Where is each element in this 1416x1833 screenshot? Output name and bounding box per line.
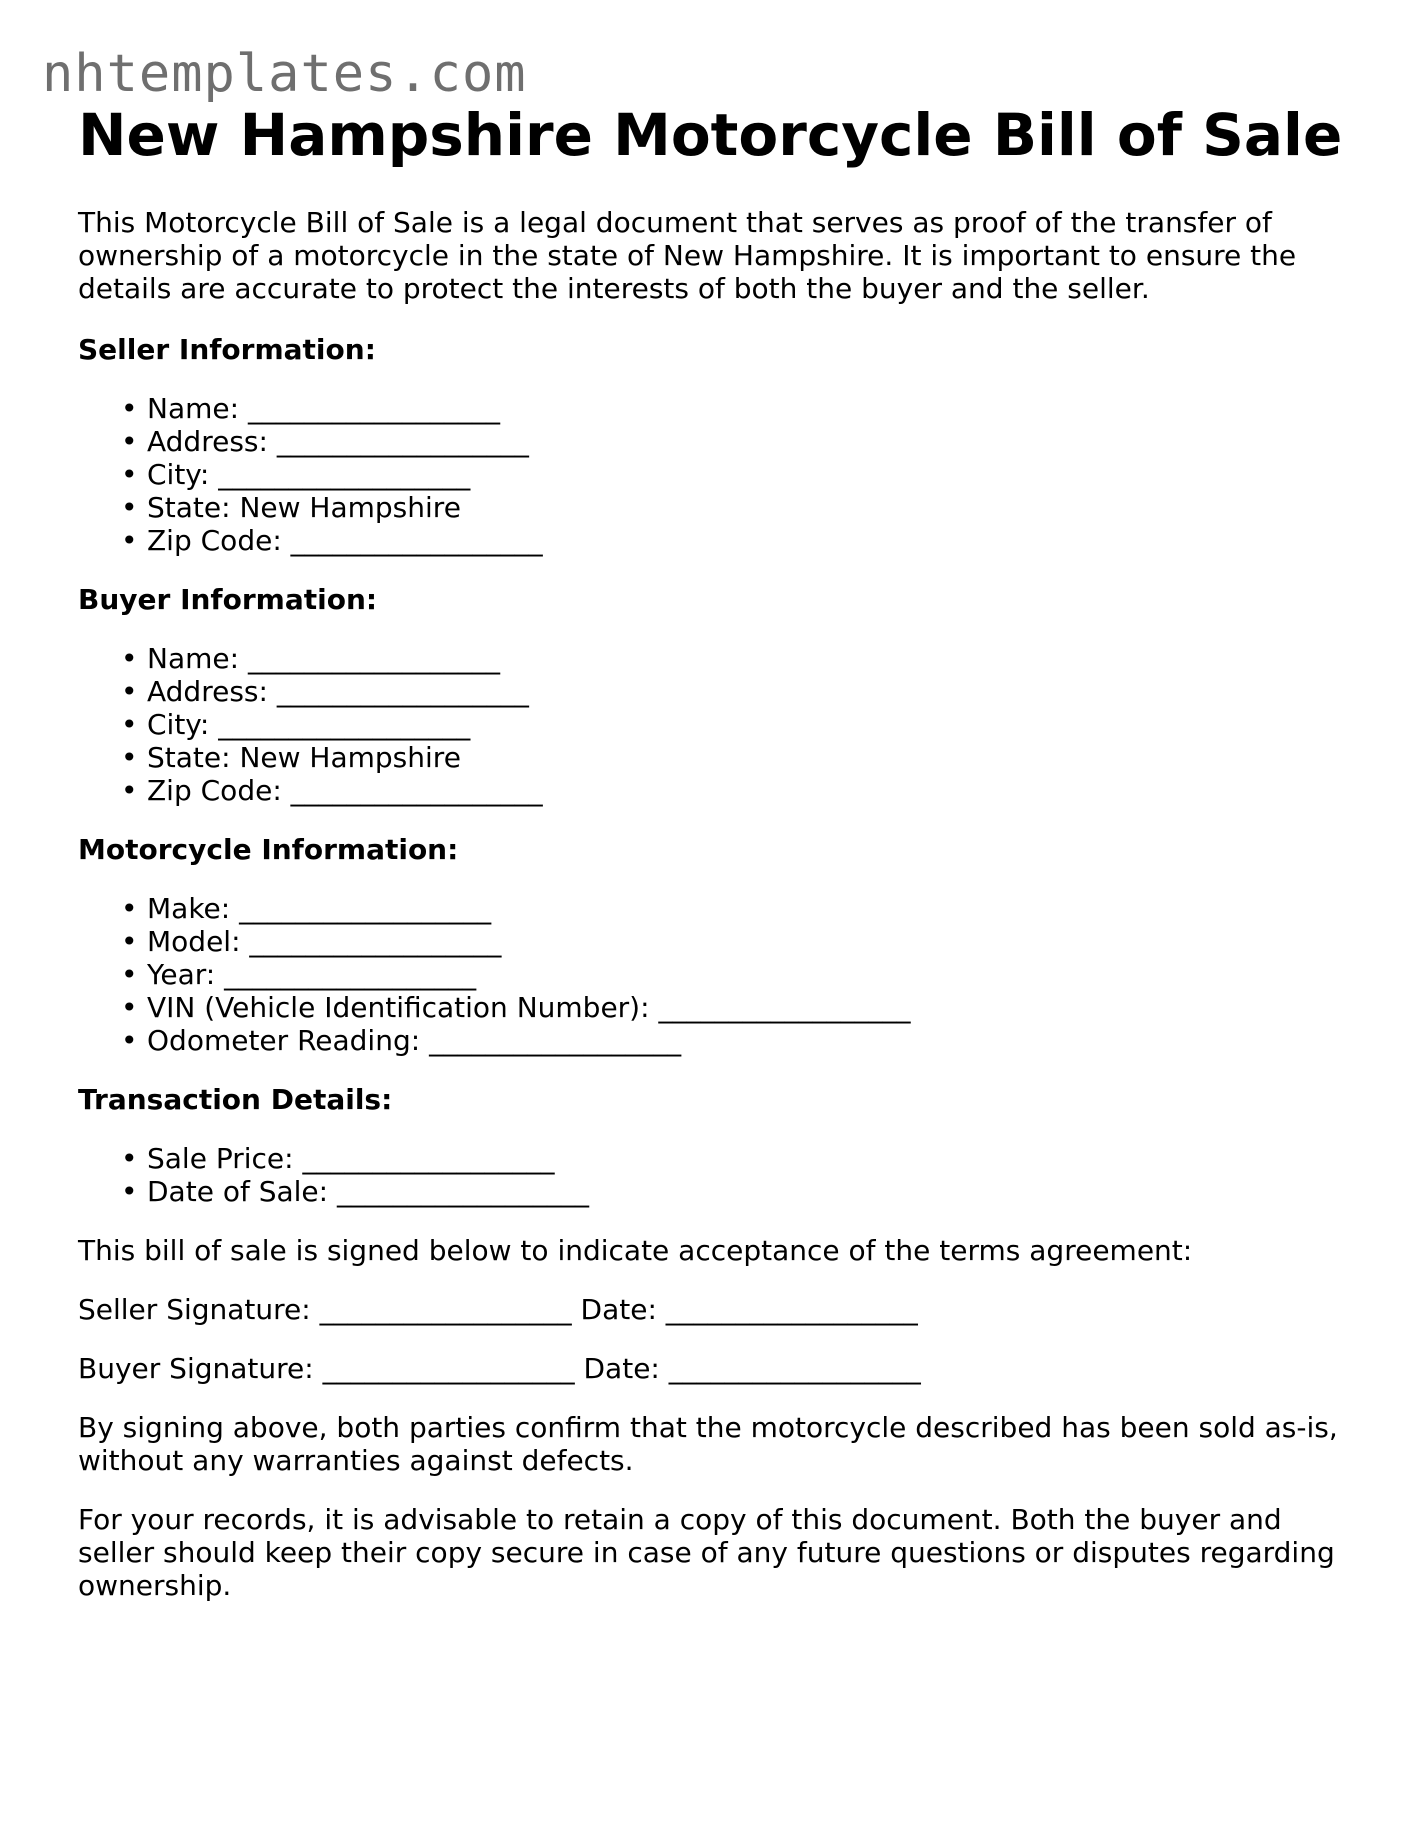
motorcycle-year-item: • Year: __________________ — [121, 958, 477, 991]
blank-line[interactable]: __________________ — [658, 991, 911, 1024]
blank-line[interactable]: __________________ — [218, 458, 471, 491]
as-is-paragraph: By signing above, both parties confirm that the motorcycle described has been sold as-is, without any warranties against defects. — [78, 1411, 1338, 1477]
seller-list — [78, 392, 1338, 557]
field-label: Date of Sale: — [147, 1175, 329, 1208]
seller-signature-line — [78, 1293, 1338, 1326]
field-label: Zip Code: — [147, 524, 282, 557]
sale-date-item: • Date of Sale: __________________ — [121, 1175, 589, 1208]
buyer-zip-item: • Zip Code: __________________ — [121, 774, 543, 807]
document-page — [78, 96, 1343, 1602]
field-label: Address: — [147, 425, 268, 458]
buyer-signature-line — [78, 1352, 1338, 1385]
buyer-list — [78, 642, 1338, 807]
transaction-list — [78, 1142, 1338, 1208]
buyer-address-item: • Address: __________________ — [121, 675, 529, 708]
motorcycle-vin-item: • VIN (Vehicle Identification Number): __________________ — [121, 991, 911, 1024]
field-label: VIN (Vehicle Identification Number): — [147, 991, 650, 1024]
blank-line[interactable]: __________________ — [218, 708, 471, 741]
blank-line[interactable]: __________________ — [224, 958, 477, 991]
acceptance-text: This bill of sale is signed below to indicate acceptance of the terms agreement: — [78, 1234, 1193, 1267]
blank-line[interactable]: __________________ — [322, 1352, 575, 1385]
field-label: Date: — [580, 1293, 657, 1326]
seller-name-item: • Name: __________________ — [121, 392, 500, 425]
buyer-name-item: • Name: __________________ — [121, 642, 500, 675]
seller-city-item: • City: __________________ — [121, 458, 471, 491]
field-label: Seller Signature: — [78, 1293, 311, 1326]
blank-line[interactable]: __________________ — [337, 1175, 589, 1208]
field-text: State: New Hampshire — [147, 491, 461, 524]
motorcycle-list — [78, 892, 1338, 1057]
motorcycle-odometer-item: • Odometer Reading: __________________ — [121, 1024, 682, 1057]
field-label: Name: — [147, 392, 240, 425]
blank-line[interactable]: __________________ — [665, 1293, 918, 1326]
motorcycle-make-item: • Make: __________________ — [121, 892, 492, 925]
field-label: Year: — [147, 958, 216, 991]
field-text: State: New Hampshire — [147, 741, 461, 774]
buyer-state-item: • State: New Hampshire — [121, 741, 461, 774]
motorcycle-model-item: • Model: __________________ — [121, 925, 502, 958]
field-label: Make: — [147, 892, 231, 925]
blank-line[interactable]: __________________ — [429, 1024, 682, 1057]
field-label: Buyer Signature: — [78, 1352, 314, 1385]
field-label: Date: — [583, 1352, 660, 1385]
blank-line[interactable]: __________________ — [247, 392, 500, 425]
blank-line[interactable]: __________________ — [276, 425, 529, 458]
field-label: Address: — [147, 675, 268, 708]
blank-line[interactable]: __________________ — [302, 1142, 555, 1175]
page-title: New Hampshire Motorcycle Bill of Sale — [78, 101, 1343, 169]
blank-line[interactable]: __________________ — [239, 892, 492, 925]
sale-price-item: • Sale Price: __________________ — [121, 1142, 555, 1175]
blank-line[interactable]: __________________ — [276, 675, 529, 708]
records-paragraph: For your records, it is advisable to retain a copy of this document. Both the buyer and seller should keep their copy secure in case of any future questions or disputes regarding ownership. — [78, 1503, 1335, 1602]
seller-state-item: • State: New Hampshire — [121, 491, 461, 524]
field-label: Odometer Reading: — [147, 1024, 421, 1057]
motorcycle-heading: Motorcycle Information: — [78, 833, 459, 866]
buyer-heading: Buyer Information: — [78, 583, 378, 616]
blank-line[interactable]: __________________ — [249, 925, 502, 958]
field-label: Model: — [147, 925, 241, 958]
blank-line[interactable]: __________________ — [247, 642, 500, 675]
transaction-heading: Transaction Details: — [78, 1083, 393, 1116]
field-label: City: — [147, 708, 210, 741]
site-watermark: nhtemplates.com — [42, 44, 527, 104]
intro-paragraph: This Motorcycle Bill of Sale is a legal document that serves as proof of the transfer of ownership of a motorcycle in the state of New Hampshire. It is important to ensure the details are accurate to protect the interests of both the buyer and the seller. — [78, 206, 1297, 305]
buyer-city-item: • City: __________________ — [121, 708, 471, 741]
seller-heading: Seller Information: — [78, 333, 376, 366]
blank-line[interactable]: __________________ — [668, 1352, 921, 1385]
blank-line[interactable]: __________________ — [290, 524, 543, 557]
field-label: Sale Price: — [147, 1142, 294, 1175]
seller-address-item: • Address: __________________ — [121, 425, 529, 458]
field-label: Zip Code: — [147, 774, 282, 807]
blank-line[interactable]: __________________ — [319, 1293, 572, 1326]
blank-line[interactable]: __________________ — [290, 774, 543, 807]
field-label: Name: — [147, 642, 240, 675]
seller-zip-item: • Zip Code: __________________ — [121, 524, 543, 557]
field-label: City: — [147, 458, 210, 491]
